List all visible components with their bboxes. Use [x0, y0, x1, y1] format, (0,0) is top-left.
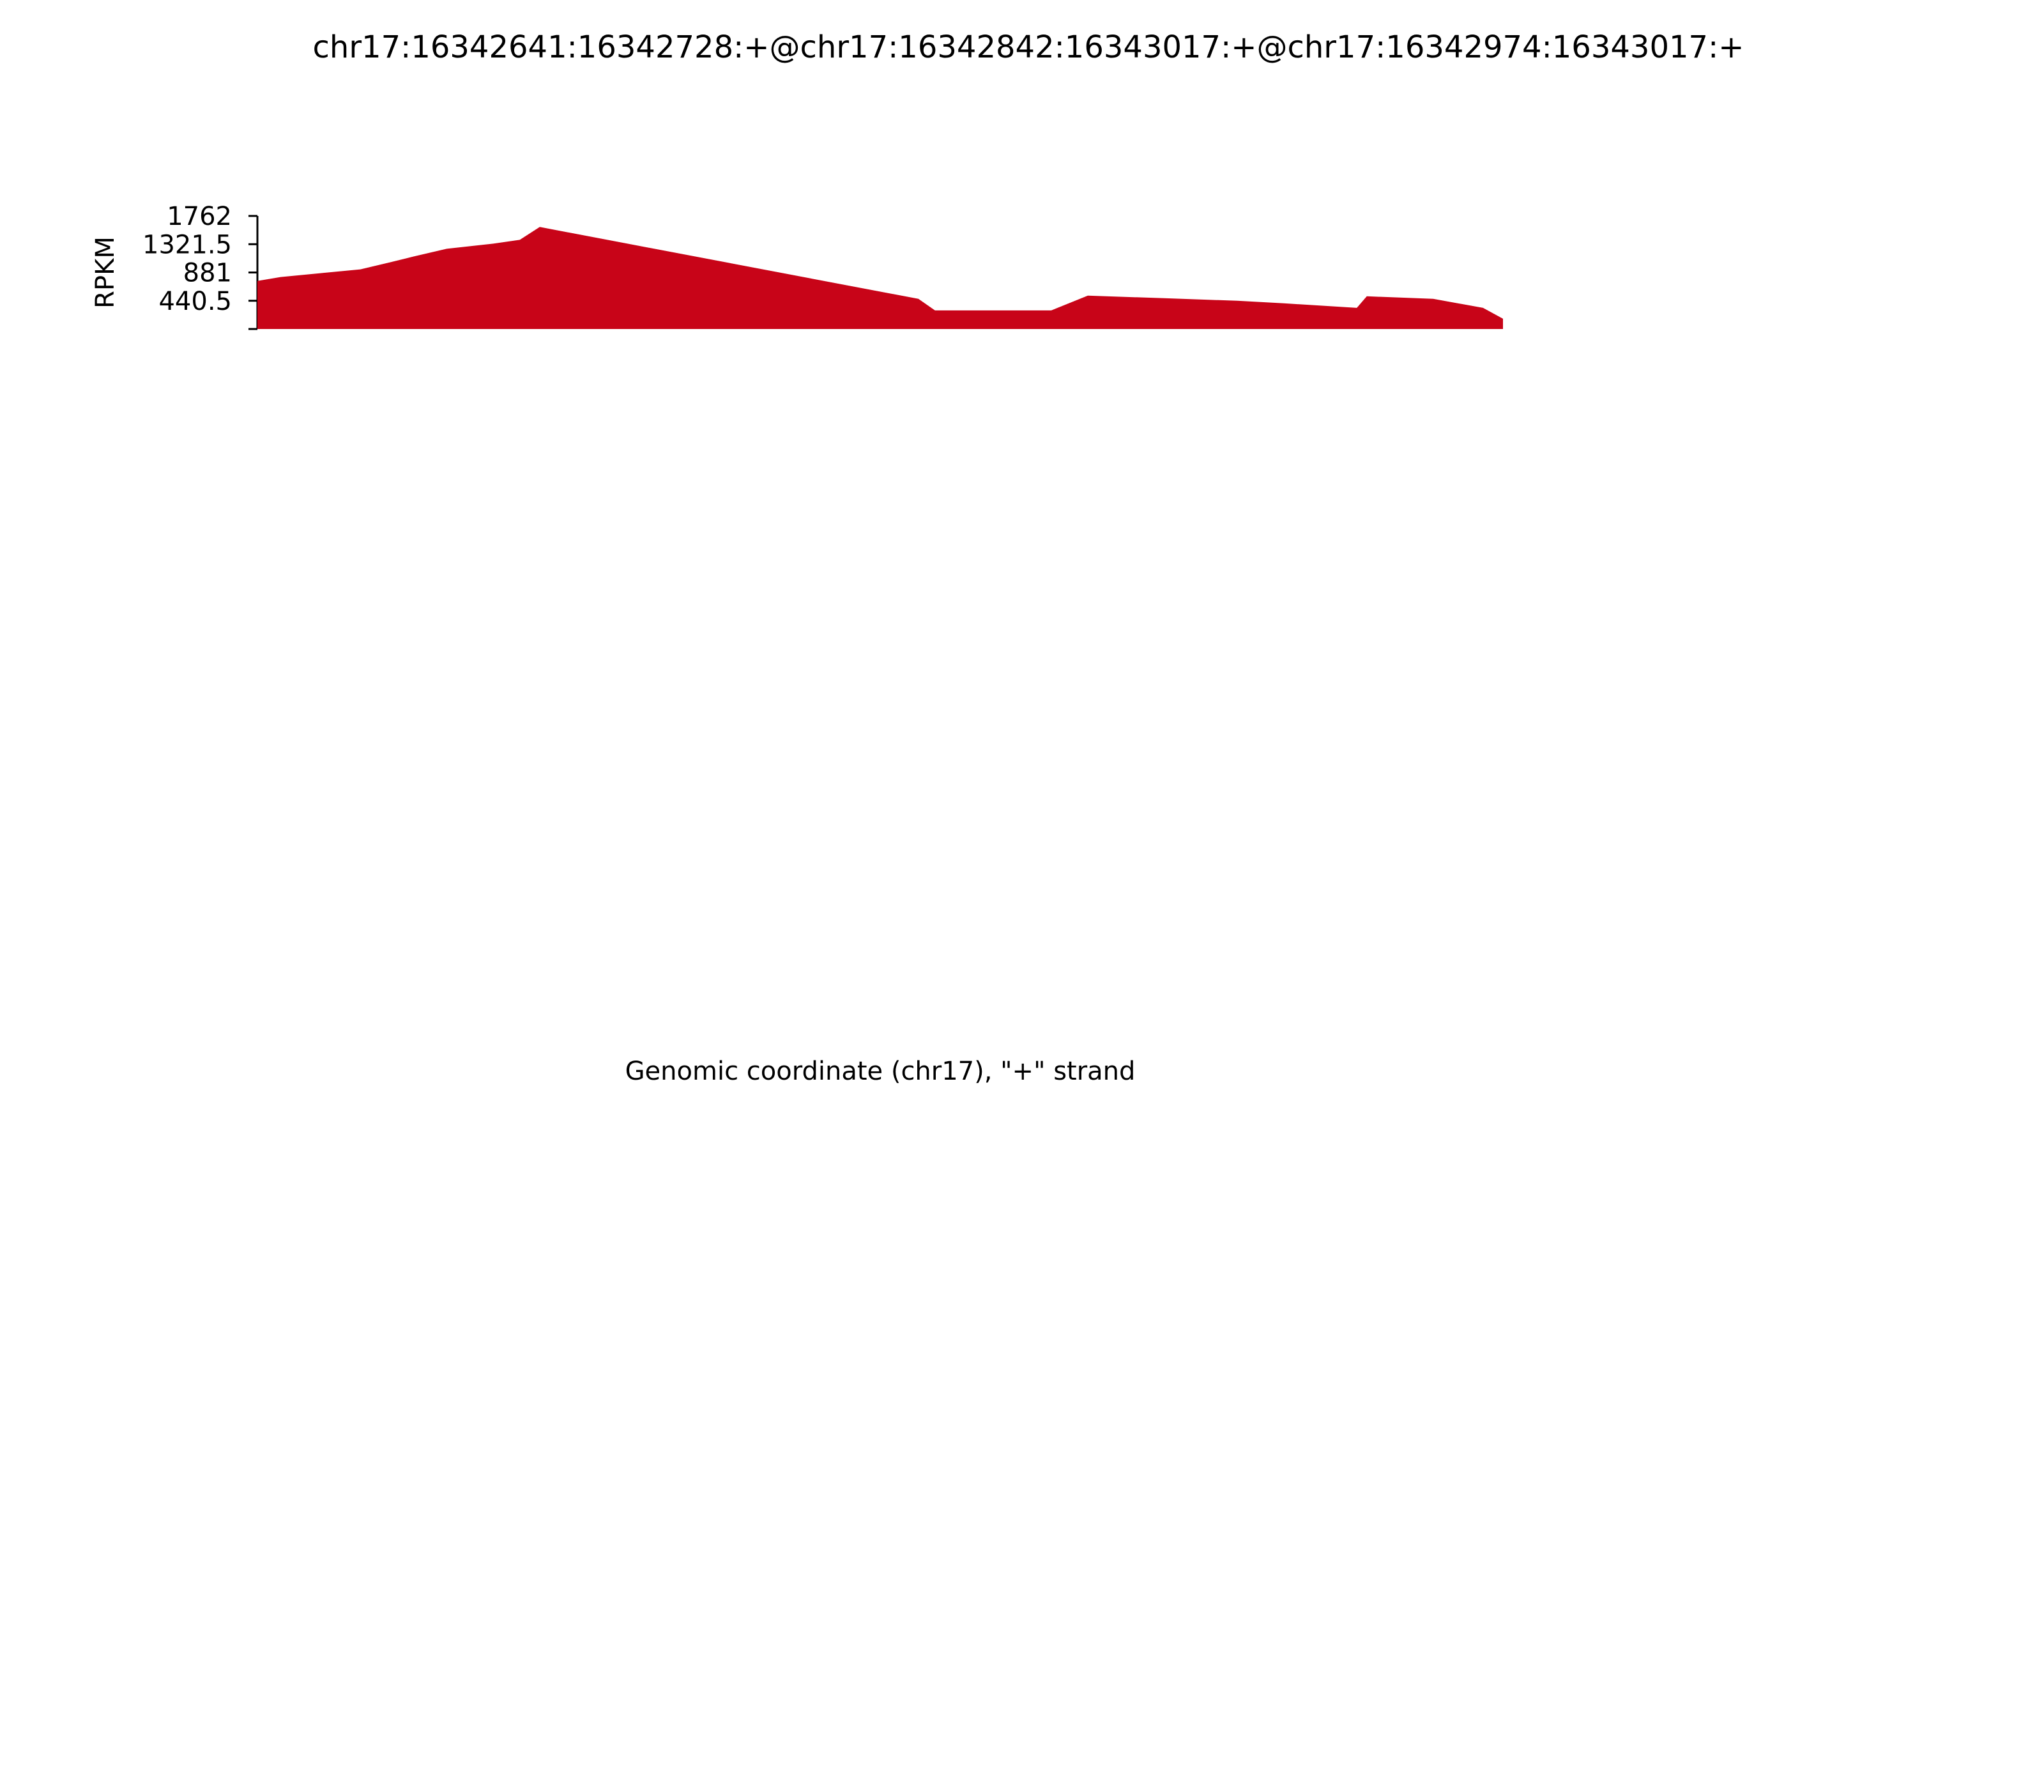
y-axis-label: RPKM	[91, 236, 120, 309]
chart-title: chr17:16342641:16342728:+@chr17:16342842:16343017:+@chr17:16342974:16343017:+	[312, 29, 1744, 65]
x-axis-label: Genomic coordinate (chr17), "+" strand	[625, 1057, 1136, 1086]
y-tick-label: 881	[183, 258, 232, 288]
coverage-panel-1	[91, 202, 1503, 329]
y-tick-label: 1762	[167, 202, 232, 231]
y-tick-label: 440.5	[158, 286, 232, 316]
coverage-panels	[91, 202, 1503, 329]
y-tick-label: 1321.5	[142, 230, 232, 260]
coverage-area	[257, 227, 1503, 329]
